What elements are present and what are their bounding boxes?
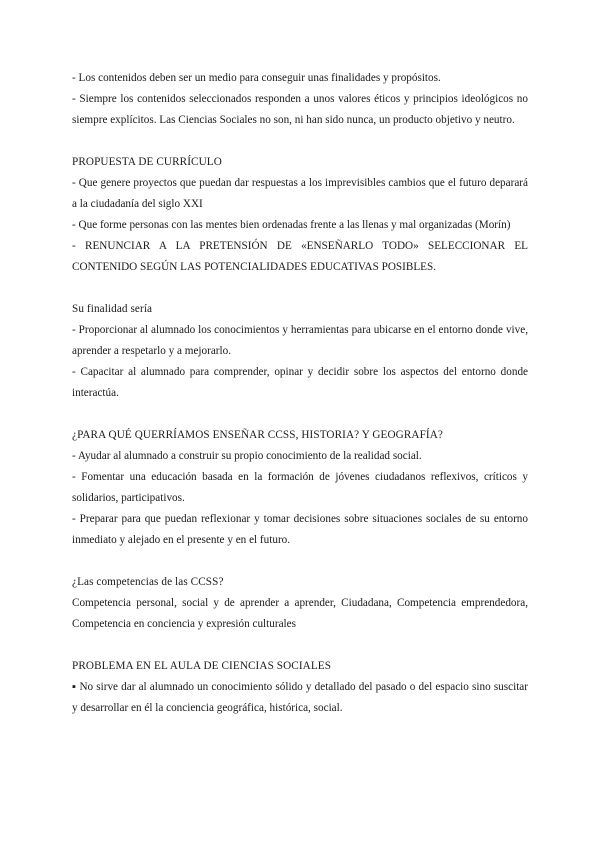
document-body [72,68,528,719]
problema-heading: PROBLEMA EN EL AULA DE CIENCIAS SOCIALES [72,660,332,672]
problema-text: ▪ No sirve dar al alumnado un conocimiento sólido y detallado del pasado o del espacio sino suscitar y desarrollar en él la conciencia geográfica, histórica, social. [72,681,528,714]
para-que-item: - Preparar para que puedan reflexionar y tomar decisiones sobre situaciones sociales de su entorno inmediato y alejado en el presente y en el futuro. [72,513,528,546]
spacer [72,551,528,572]
spacer [72,404,528,425]
para-que-heading: ¿PARA QUÉ QUERRÍAMOS ENSEÑAR CCSS, HISTORIA? Y GEOGRAFÍA? [72,429,443,441]
finalidad-heading: Su finalidad sería [72,303,153,315]
finalidad-item: - Capacitar al alumnado para comprender, opinar y decidir sobre los aspectos del entorno donde interactúa. [72,366,528,399]
finalidad-item: - Proporcionar al alumnado los conocimientos y herramientas para ubicarse en el entorno donde vive, aprender a respetarlo y a mejorarlo. [72,324,528,357]
propuesta-item: - Que forme personas con las mentes bien ordenadas frente a las llenas y mal organizadas (Morín) [72,219,511,231]
competencias-heading: ¿Las competencias de las CCSS? [72,576,224,588]
spacer [72,635,528,656]
spacer [72,131,528,152]
para-que-item: - Fomentar una educación basada en la formación de jóvenes ciudadanos reflexivos, críticos y solidarios, participativos. [72,471,528,504]
intro-paragraph-1: - Los contenidos deben ser un medio para conseguir unas finalidades y propósitos. [72,72,441,84]
spacer [72,278,528,299]
propuesta-item: - Que genere proyectos que puedan dar respuestas a los imprevisibles cambios que el futuro deparará a la ciudadanía del siglo XXI [72,177,528,210]
propuesta-item: - RENUNCIAR A LA PRETENSIÓN DE «ENSEÑARLO TODO» SELECCIONAR EL CONTENIDO SEGÚN LAS POTENCIALIDADES EDUCATIVAS POSIBLES. [72,240,528,273]
para-que-item: - Ayudar al alumnado a construir su propio conocimiento de la realidad social. [72,450,422,462]
propuesta-heading: PROPUESTA DE CURRÍCULO [72,156,222,168]
competencias-text: Competencia personal, social y de aprender a aprender, Ciudadana, Competencia emprendedora, Competencia en conciencia y expresión culturales [72,597,528,630]
intro-paragraph-2: - Siempre los contenidos seleccionados responden a unos valores éticos y principios ideológicos no siempre explícitos. Las Ciencias Sociales no son, ni han sido nunca, un producto objetivo y neutro. [72,93,528,126]
